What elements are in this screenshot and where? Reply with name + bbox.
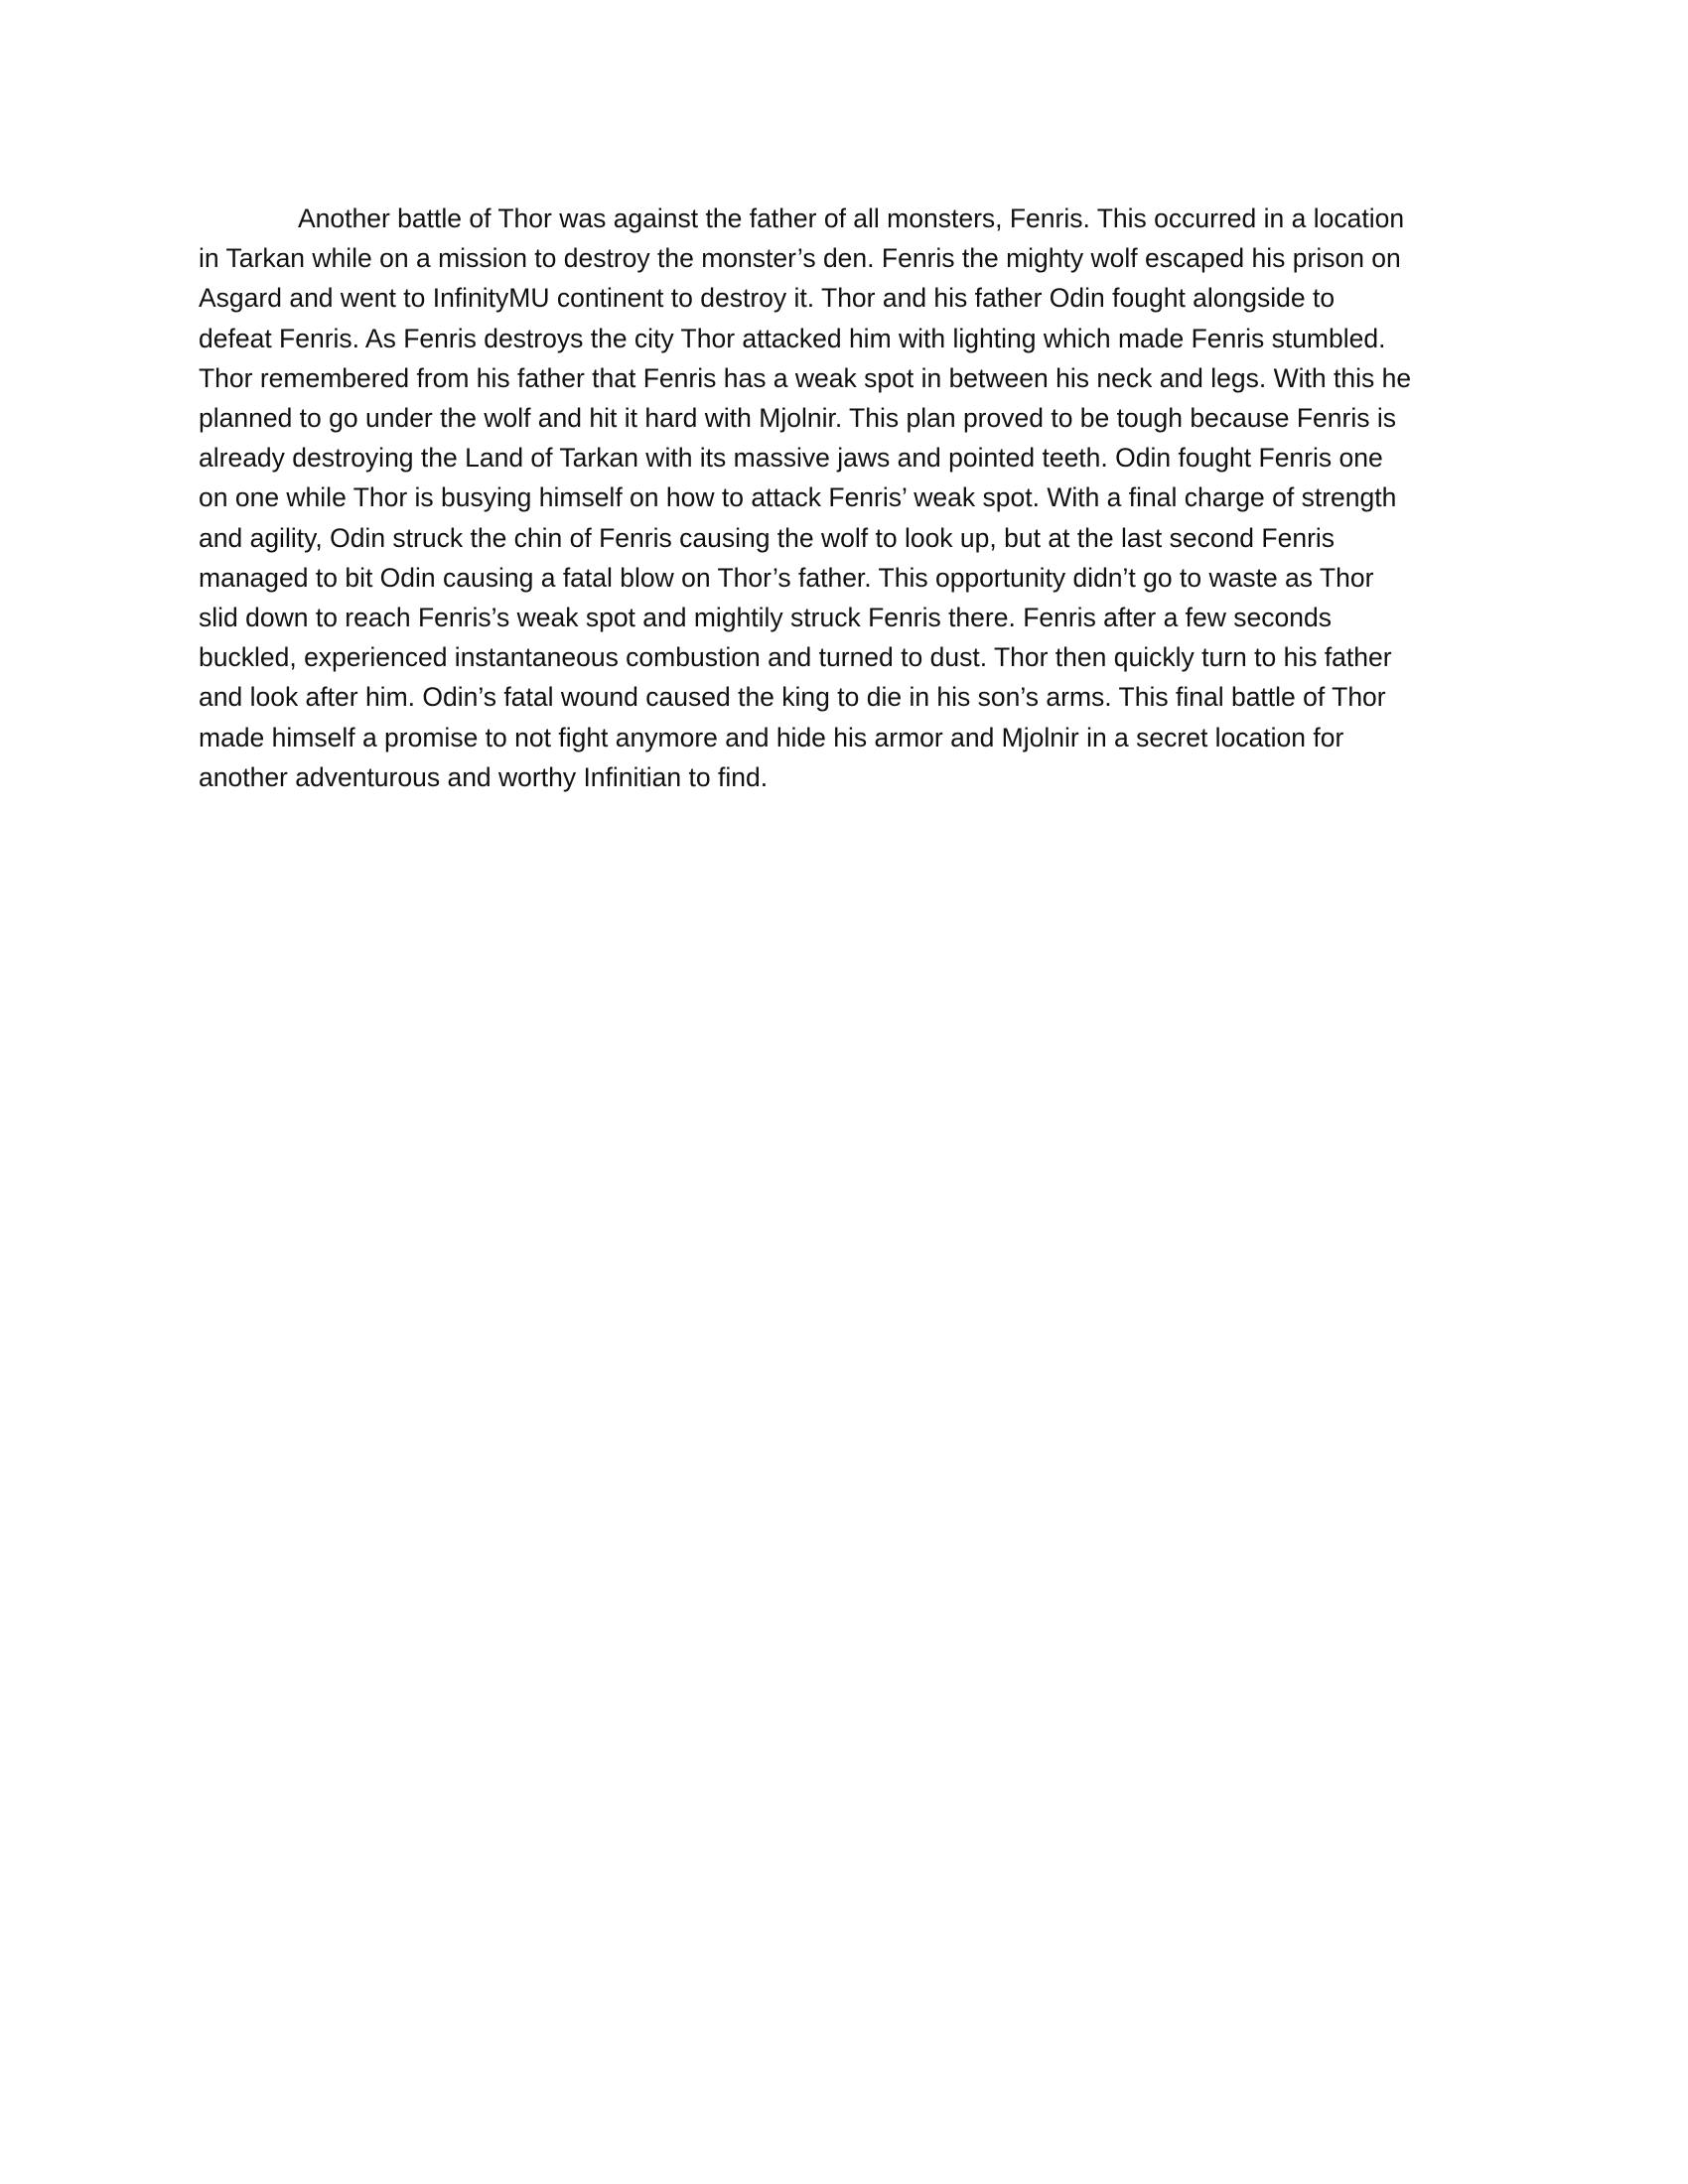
body-paragraph <box>199 199 1489 797</box>
paragraph-line: already destroying the Land of Tarkan with its massive jaws and pointed teeth. Odin fought Fenris one <box>199 443 1383 474</box>
paragraph-line: on one while Thor is busying himself on how to attack Fenris’ weak spot. With a final charge of strength <box>199 482 1397 513</box>
paragraph-line: another adventurous and worthy Infinitian to find. <box>199 761 769 792</box>
paragraph-line: slid down to reach Fenris’s weak spot and mightily struck Fenris there. Fenris after a few seconds <box>199 603 1332 633</box>
paragraph-line: Thor remembered from his father that Fenris has a weak spot in between his neck and legs. With this he <box>199 362 1412 393</box>
paragraph-line: in Tarkan while on a mission to destroy the monster’s den. Fenris the mighty wolf escaped his prison on <box>199 243 1401 274</box>
paragraph-line: and agility, Odin struck the chin of Fenris causing the wolf to look up, but at the last second Fenris <box>199 522 1336 553</box>
paragraph-line: defeat Fenris. As Fenris destroys the city Thor attacked him with lighting which made Fenris stumbled. <box>199 323 1386 353</box>
paragraph-line: managed to bit Odin causing a fatal blow on Thor’s father. This opportunity didn’t go to waste as Thor <box>199 562 1374 593</box>
paragraph-line: made himself a promise to not fight anymore and hide his armor and Mjolnir in a secret location for <box>199 722 1344 752</box>
paragraph-line: buckled, experienced instantaneous combustion and turned to dust. Thor then quickly turn to his father <box>199 642 1392 673</box>
paragraph-line: and look after him. Odin’s fatal wound caused the king to die in his son’s arms. This final battle of Thor <box>199 682 1386 713</box>
paragraph-line: planned to go under the wolf and hit it hard with Mjolnir. This plan proved to be tough because Fenris is <box>199 403 1396 434</box>
paragraph-line: Asgard and went to InfinityMU continent to destroy it. Thor and his father Odin fought alongside to <box>199 283 1336 314</box>
paragraph-line: Another battle of Thor was against the father of all monsters, Fenris. This occurred in a location <box>298 204 1405 233</box>
